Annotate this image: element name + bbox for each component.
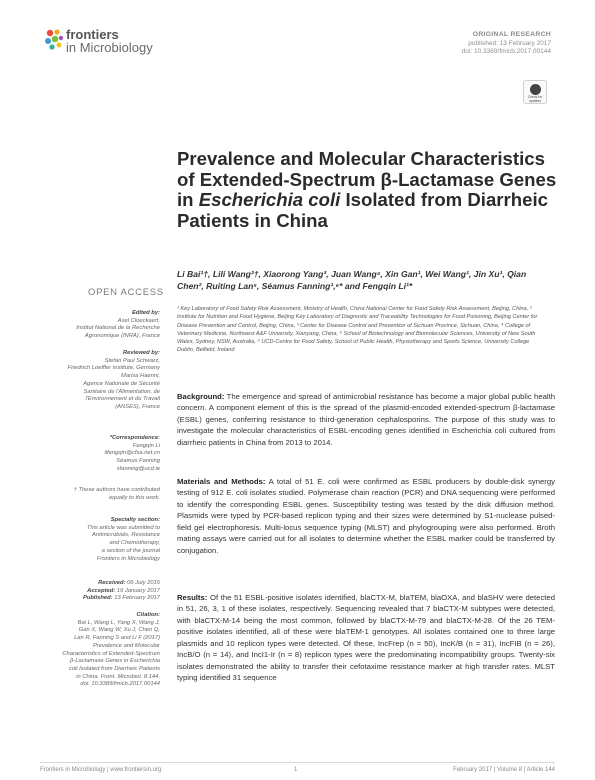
check-label-line2: updates [528, 98, 542, 103]
check-for-updates-label [525, 96, 545, 103]
accepted-date [40, 588, 160, 596]
published-value: 13 February 2017 [114, 595, 160, 602]
footer-divider [40, 762, 555, 763]
specialty-line: and Chemotherapy, [109, 540, 160, 547]
editor-line: Axel Cloeckaert, [117, 317, 160, 324]
editor-line: Institut National de la Recherche [76, 325, 160, 332]
article-doi[interactable]: doi: 10.3389/fmicb.2017.00144 [461, 48, 551, 55]
open-access-label: OPEN ACCESS [88, 287, 164, 298]
abstract-methods [177, 476, 555, 556]
published-date: published: 13 February 2017 [468, 39, 551, 47]
footer-journal[interactable]: Frontiers in Microbiology | www.frontiersin.org [40, 767, 162, 773]
edited-by-label: Edited by: [131, 310, 160, 316]
specialty-line: Frontiers in Microbiology [96, 555, 160, 562]
reviewer-line: l'Environnement et du Travail [85, 396, 160, 403]
accepted-value: 19 January 2017 [116, 587, 160, 594]
reviewer-line: Friedrich Loeffler Institute, Germany [67, 365, 160, 372]
citation-line: coli Isolated from Diarrheic Patients [68, 665, 160, 672]
note-line: equally to this work. [109, 494, 160, 501]
published-label: Published: [82, 595, 113, 602]
reviewed-by-label: Reviewed by: [122, 350, 160, 356]
affiliations: ¹ Key Laboratory of Food Safety Risk Assessment, Ministry of Health, China National Center for Food Safety Risk Assessment, Beijing, China, ² Institute for Nutrition and Food Hygiene, Beijing Key Laboratory of Diagnostic and Traceability Technologies for Food Poisoning, Beijing Center for Disease Prevention and Control, Beijing, China, ³ Center for Disease Control and Prevention of Sichuan Province, Sichuan, China, ⁴ College of Veterinary Medicine, Northwest A&F University, Xianyang, China, ⁵ School of Biotechnology and Biomolecular Sciences, University of New South Wales, Sydney, NSW, Australia, ⁶ UCD-Centre for Food Safety, School of Public Health, Physiotherapy and Sports Science, University College Dublin, Belfield, Ireland [177, 306, 538, 354]
correspondence-section [40, 435, 160, 474]
abstract-results [177, 592, 555, 684]
citation-label: Citation: [136, 612, 160, 618]
received-date [40, 580, 160, 588]
specialty-line: Antimicrobials, Resistance [92, 532, 160, 539]
reviewer-line: (ANSES), France [115, 403, 160, 410]
journal-name-line2: in Microbiology [66, 40, 153, 55]
correspondent-name: Fengqin Li [132, 442, 160, 449]
received-label: Received: [98, 580, 126, 586]
title-species: Escherichia coli [198, 189, 341, 210]
correspondent-email[interactable]: sfanning@ucd.ie [116, 465, 160, 472]
results-heading: Results: [177, 593, 208, 602]
footer-volume: February 2017 | Volume 8 | Article 144 [453, 767, 555, 773]
specialty-label: Specialty section: [110, 517, 160, 523]
reviewed-by-section [40, 350, 160, 412]
citation-line: Lan R, Fanning S and Li F (2017) [74, 635, 160, 642]
citation-line: Prevalence and Molecular [92, 642, 160, 649]
specialty-line: This article was submitted to [86, 524, 160, 531]
citation-line: in China. Front. Microbiol. 8:144. [76, 673, 160, 680]
frontiers-logo-icon [44, 28, 64, 52]
article-type: ORIGINAL RESEARCH [472, 31, 551, 38]
correspondent-email[interactable]: lifengqin@cfsa.net.cn [104, 450, 160, 457]
received-value: 06 July 2016 [127, 580, 160, 586]
journal-name-line1: frontiers [66, 27, 119, 42]
edited-by-section [40, 310, 160, 341]
dates-section [40, 580, 160, 603]
citation-line: β-Lactamase Genes in Escherichia [70, 658, 160, 665]
title-part2: Isolated from Diarrheic Patients in China [177, 189, 548, 231]
citation-line: Characteristics of Extended-Spectrum [62, 650, 160, 657]
reviewer-line: Marisa Haenni, [121, 373, 160, 380]
article-title [177, 149, 557, 231]
specialty-section [40, 517, 160, 563]
citation-line: Bai L, Wang L, Yang X, Wang J, [77, 619, 160, 626]
background-heading: Background: [177, 392, 225, 401]
reviewer-line: Stefan Paul Schwarz, [104, 357, 160, 364]
note-line: † These authors have contributed [73, 487, 160, 493]
reviewer-line: Agence Nationale de Sécurité [83, 380, 160, 387]
correspondent-name: Séamus Fanning [116, 458, 160, 465]
page-number: 1 [294, 767, 298, 773]
correspondence-label: *Correspondence: [109, 435, 160, 441]
update-circle-icon [530, 84, 541, 95]
published-date-sidebar [40, 595, 160, 603]
check-label-line1: Check for [527, 95, 543, 99]
background-text: The emergence and spread of antimicrobial resistance has become a major global public health concern. A component element of this is the spread of the plasmid-encoded extended-spectrum β-lactamase (ESBL) genes, conferring resistance to third-generation cephalosporins. The purpose of this study was to investigate the molecular characteristics of ESBL-encoding genes identified in Escherichia coli cultured from diarrheic patients in China from 2013 to 2014. [177, 392, 555, 447]
journal-logo [44, 26, 174, 60]
editor-line: Agronomique (INRA), France [84, 333, 160, 340]
author-list: Li Bai¹†, Lili Wang²†, Xiaorong Yang³, Juan Wang⁴, Xin Gan¹, Wei Wang¹, Jin Xu¹, Qian Chen², Ruiting Lan⁵, Séamus Fanning¹,⁶* and Fengqin Li¹* [177, 269, 527, 291]
methods-text: A total of 51 E. coli were confirmed as ESBL producers by double-disk synergy testing of 912 E. coli isolates studied. Polymerase chain reaction (PCR) and DNA sequencing were performed to identify the corresponding ESBL genes. Susceptibility testing was tested by the disk diffusion method. Plasmids were typed by PCR-based replicon typing and their sizes were determined by S1-nuclease pulsed-field gel electrophoresis. Multi-locus sequence typing (MLST) and phylogrouping were also performed. Broth mating assays were carried out for all isolates to determine whether the ESBL marker could be transferred by conjugation. [177, 477, 555, 555]
equal-contribution-note [40, 487, 160, 502]
article-meta [462, 31, 551, 57]
results-text: Of the 51 ESBL-positive isolates identified, blaCTX-M, blaTEM, blaOXA, and blaSHV were detected in 51, 26, 3, 1 of these isolates, respectively. Sequencing revealed that 7 blaCTX-M subtypes were detected, with blaCTX-M-14 being the most common, followed by blaCTX-M-79 and blaCTX-M-28. Of the 26 TEM-positive isolates identified, all of these were blaTEM-1 genotypes. All isolates contained one to three large plasmids and 10 replicon types were detected. Of these, IncFrep (n = 50), IncK/B (n = 31), IncFIB (n = 26), IncB/O (n = 14), and IncI1-Ir (n = 8) replicon types were the predominating incompatibility groups. Twenty-six isolates demonstrated the ability to transfer their cefotaxime resistance marker at high transfer rates. MLST typing identified 31 sequence [177, 593, 555, 683]
specialty-line: a section of the journal [101, 547, 160, 554]
citation-doi[interactable]: doi: 10.3389/fmicb.2017.00144 [80, 681, 160, 688]
accepted-label: Accepted: [87, 587, 116, 594]
abstract-background [177, 391, 555, 448]
reviewer-line: Sanitaire de l'Alimentation, de [83, 388, 160, 395]
methods-heading: Materials and Methods: [177, 477, 266, 486]
citation-section [40, 612, 160, 689]
title-part1: Prevalence and Molecular Characteristics of Extended-Spectrum β-Lactamase Genes in [177, 148, 557, 210]
check-for-updates-badge[interactable] [523, 80, 547, 104]
citation-line: Gan X, Wang W, Xu J, Chen Q, [78, 627, 160, 634]
